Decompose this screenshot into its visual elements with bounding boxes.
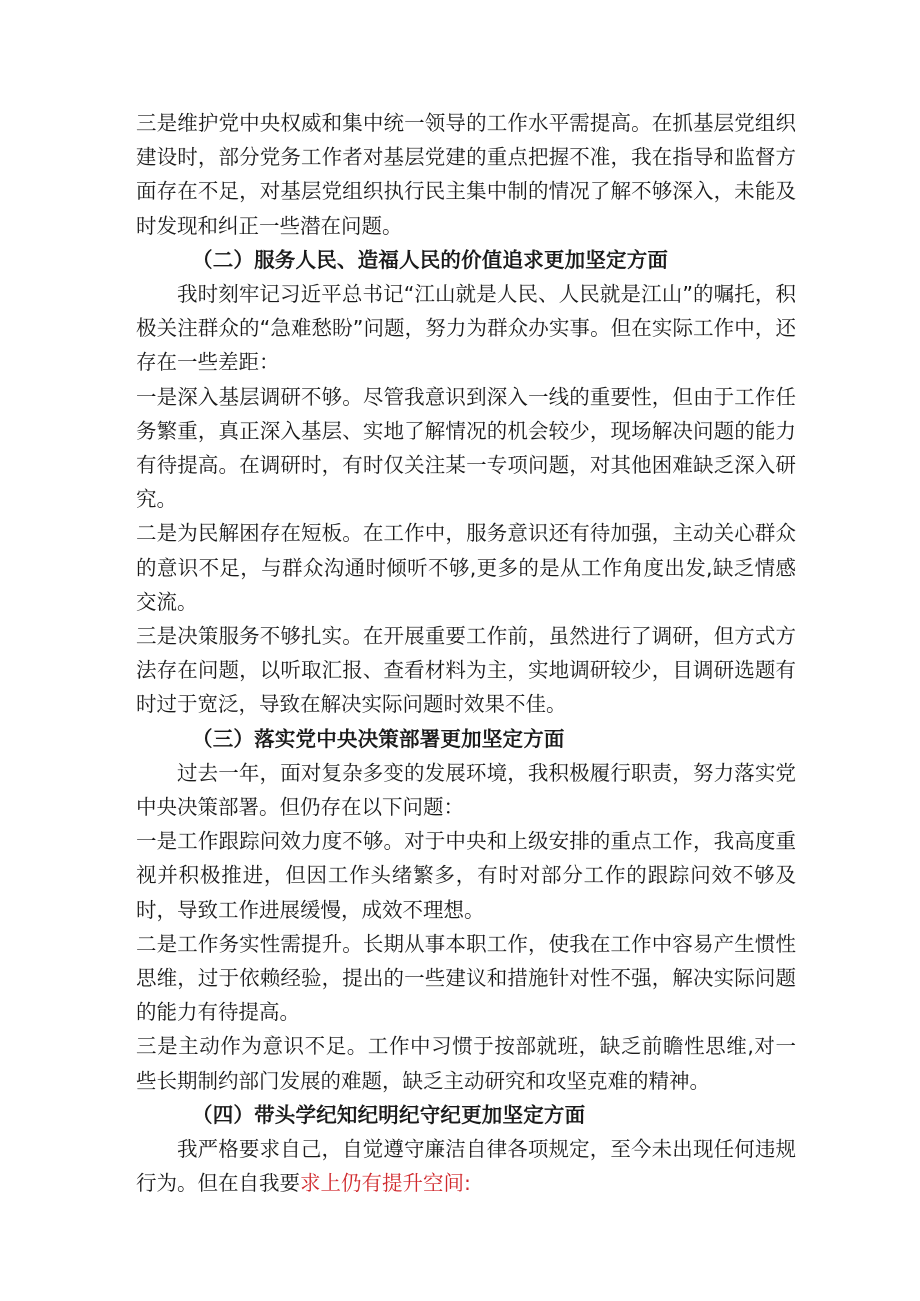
paragraph-10 <box>136 1132 796 1200</box>
paragraph-2: 我时刻牢记习近平总书记“江山就是人民、人民就是江山”的嘱托，积极关注群众的“急难愁盼”问题，努力为群众办实事。但在实际工作中，还存在一些差距： <box>136 282 796 375</box>
paragraph-10-red-text: 求上仍有提升空间: <box>300 1171 471 1196</box>
document-body <box>136 106 796 1201</box>
paragraph-4: 二是为民解困存在短板。在工作中，服务意识还有待加强，主动关心群众的意识不足，与群众沟通时倾听不够,更多的是从工作角度出发,缺乏情感交流。 <box>136 521 796 614</box>
paragraph-9: 三是主动作为意识不足。工作中习惯于按部就班，缺乏前瞻性思维,对一些长期制约部门发展的难题，缺乏主动研究和攻坚克难的精神。 <box>136 1034 796 1093</box>
paragraph-10-text: 我严格要求自己，自觉遵守廉洁自律各项规定，至今未出现任何违规行为。但在自我要 <box>136 1137 796 1196</box>
section-heading-3: （三）落实党中央决策部署更加坚定方面 <box>192 726 565 751</box>
paragraph-3: 一是深入基层调研不够。尽管我意识到深入一线的重要性，但由于工作任务繁重，真正深入基层、实地了解情况的机会较少，现场解决问题的能力有待提高。在调研时，有时仅关注某一专项问题，对其他困难缺乏深入研究。 <box>136 384 796 512</box>
paragraph-6: 过去一年，面对复杂多变的发展环境，我积极履行职责，努力落实党中央决策部署。但仍存在以下问题： <box>136 760 796 820</box>
section-heading-2: （二）服务人民、造福人民的价值追求更加坚定方面 <box>192 247 669 272</box>
paragraph-7: 一是工作跟踪问效力度不够。对于中央和上级安排的重点工作，我高度重视并积极推进，但因工作头绪繁多，有时对部分工作的跟踪问效不够及时，导致工作进展缓慢，成效不理想。 <box>136 829 796 922</box>
section-heading-4: （四）带头学纪知纪明纪守纪更加坚定方面 <box>192 1102 586 1127</box>
paragraph-5: 三是决策服务不够扎实。在开展重要工作前，虽然进行了调研，但方式方法存在问题，以听取汇报、查看材料为主，实地调研较少，目调研选题有时过于宽泛，导致在解决实际问题时效果不佳。 <box>136 624 796 717</box>
paragraph-1: 三是维护党中央权威和集中统一领导的工作水平需提高。在抓基层党组织建设时，部分党务工作者对基层党建的重点把握不准，我在指导和监督方面存在不足，对基层党组织执行民主集中制的情况了解不够深入，未能及时发现和纠正一些潜在问题。 <box>136 111 796 238</box>
paragraph-8: 二是工作务实性需提升。长期从事本职工作，使我在工作中容易产生惯性思维，过于依赖经验，提出的一些建议和措施针对性不强，解决实际问题的能力有待提高。 <box>136 931 796 1025</box>
